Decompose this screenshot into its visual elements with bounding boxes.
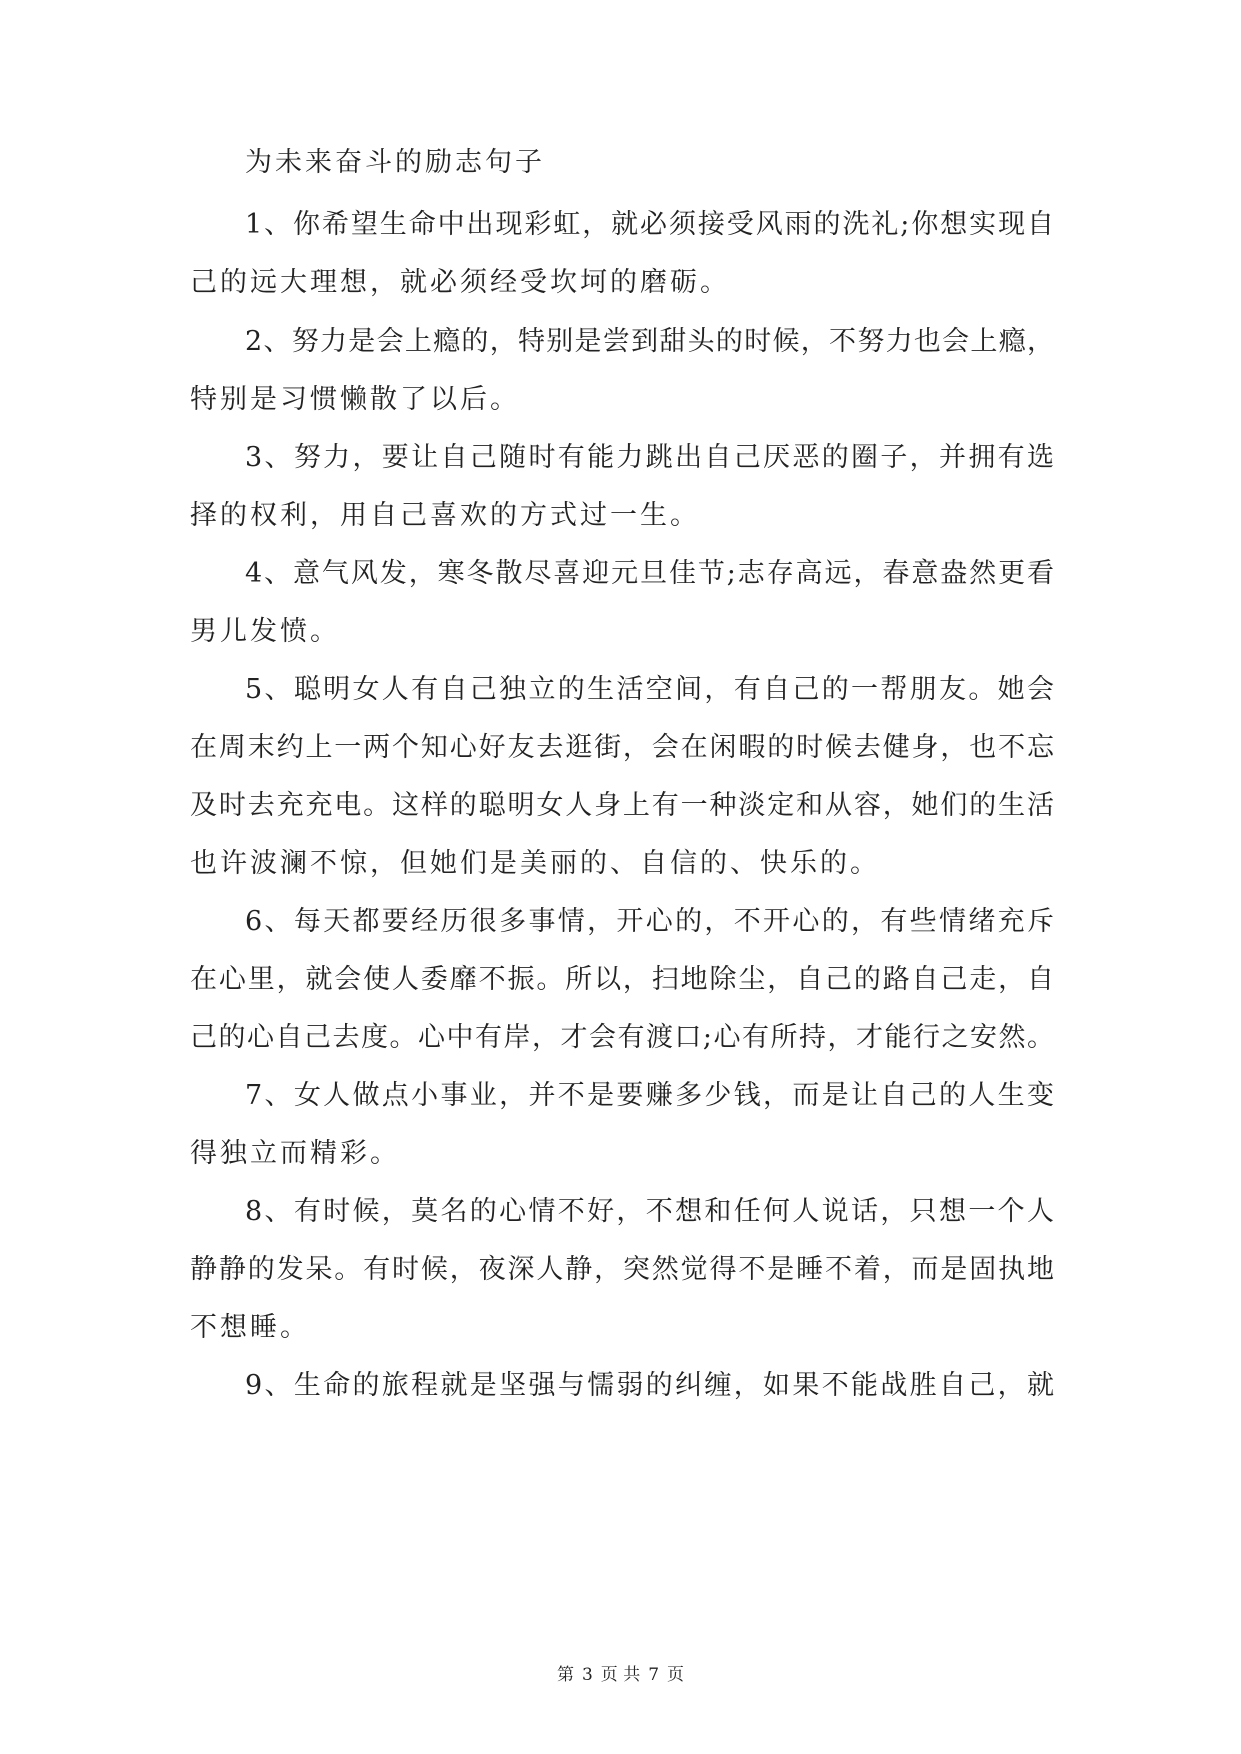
paragraph-8-line-2: 静静的发呆。有时候，夜深人静，突然觉得不是睡不着，而是固执地 xyxy=(190,1254,1054,1285)
paragraph-8-line-3: 不想睡。 xyxy=(190,1312,310,1343)
paragraph-1-line-1: 1、你希望生命中出现彩虹，就必须接受风雨的洗礼;你想实现自 xyxy=(245,209,1054,240)
paragraph-5-line-2: 在周末约上一两个知心好友去逛街，会在闲暇的时候去健身，也不忘 xyxy=(190,732,1054,763)
paragraph-3-line-1: 3、努力，要让自己随时有能力跳出自己厌恶的圈子，并拥有选 xyxy=(245,442,1054,473)
paragraph-6-line-3: 己的心自己去度。心中有岸，才会有渡口;心有所持，才能行之安然。 xyxy=(190,1022,1054,1053)
footer-prefix: 第 xyxy=(556,1665,574,1685)
paragraph-4-line-2: 男儿发愤。 xyxy=(190,616,340,647)
paragraph-6-line-2: 在心里，就会使人委靡不振。所以，扫地除尘，自己的路自己走，自 xyxy=(190,964,1054,995)
paragraph-8-line-1: 8、有时候，莫名的心情不好，不想和任何人说话，只想一个人 xyxy=(245,1196,1054,1227)
paragraph-1-line-2: 己的远大理想，就必须经受坎坷的磨砺。 xyxy=(190,267,730,298)
paragraph-3-line-2: 择的权利，用自己喜欢的方式过一生。 xyxy=(190,500,700,531)
paragraph-7-line-2: 得独立而精彩。 xyxy=(190,1138,400,1169)
paragraph-5-line-4: 也许波澜不惊，但她们是美丽的、自信的、快乐的。 xyxy=(190,848,880,879)
paragraph-5-line-1: 5、聪明女人有自己独立的生活空间，有自己的一帮朋友。她会 xyxy=(245,674,1054,705)
paragraph-4-line-1: 4、意气风发，寒冬散尽喜迎元旦佳节;志存高远，春意盎然更看 xyxy=(245,558,1054,589)
paragraph-7-line-1: 7、女人做点小事业，并不是要赚多少钱，而是让自己的人生变 xyxy=(245,1080,1054,1111)
footer-current-page: 3 xyxy=(581,1665,593,1685)
paragraph-9-line-1: 9、生命的旅程就是坚强与懦弱的纠缠，如果不能战胜自己，就 xyxy=(245,1370,1054,1401)
page-footer xyxy=(0,1664,1241,1686)
footer-middle: 页 共 xyxy=(600,1665,641,1685)
paragraph-2-line-2: 特别是习惯懒散了以后。 xyxy=(190,384,520,415)
footer-total-pages: 7 xyxy=(648,1665,660,1685)
paragraph-5-line-3: 及时去充充电。这样的聪明女人身上有一种淡定和从容，她们的生活 xyxy=(190,790,1054,821)
document-title: 为未来奋斗的励志句子 xyxy=(245,147,545,178)
footer-suffix: 页 xyxy=(667,1665,685,1685)
paragraph-2-line-1: 2、努力是会上瘾的，特别是尝到甜头的时候，不努力也会上瘾， xyxy=(245,326,1054,357)
paragraph-6-line-1: 6、每天都要经历很多事情，开心的，不开心的，有些情绪充斥 xyxy=(245,906,1054,937)
